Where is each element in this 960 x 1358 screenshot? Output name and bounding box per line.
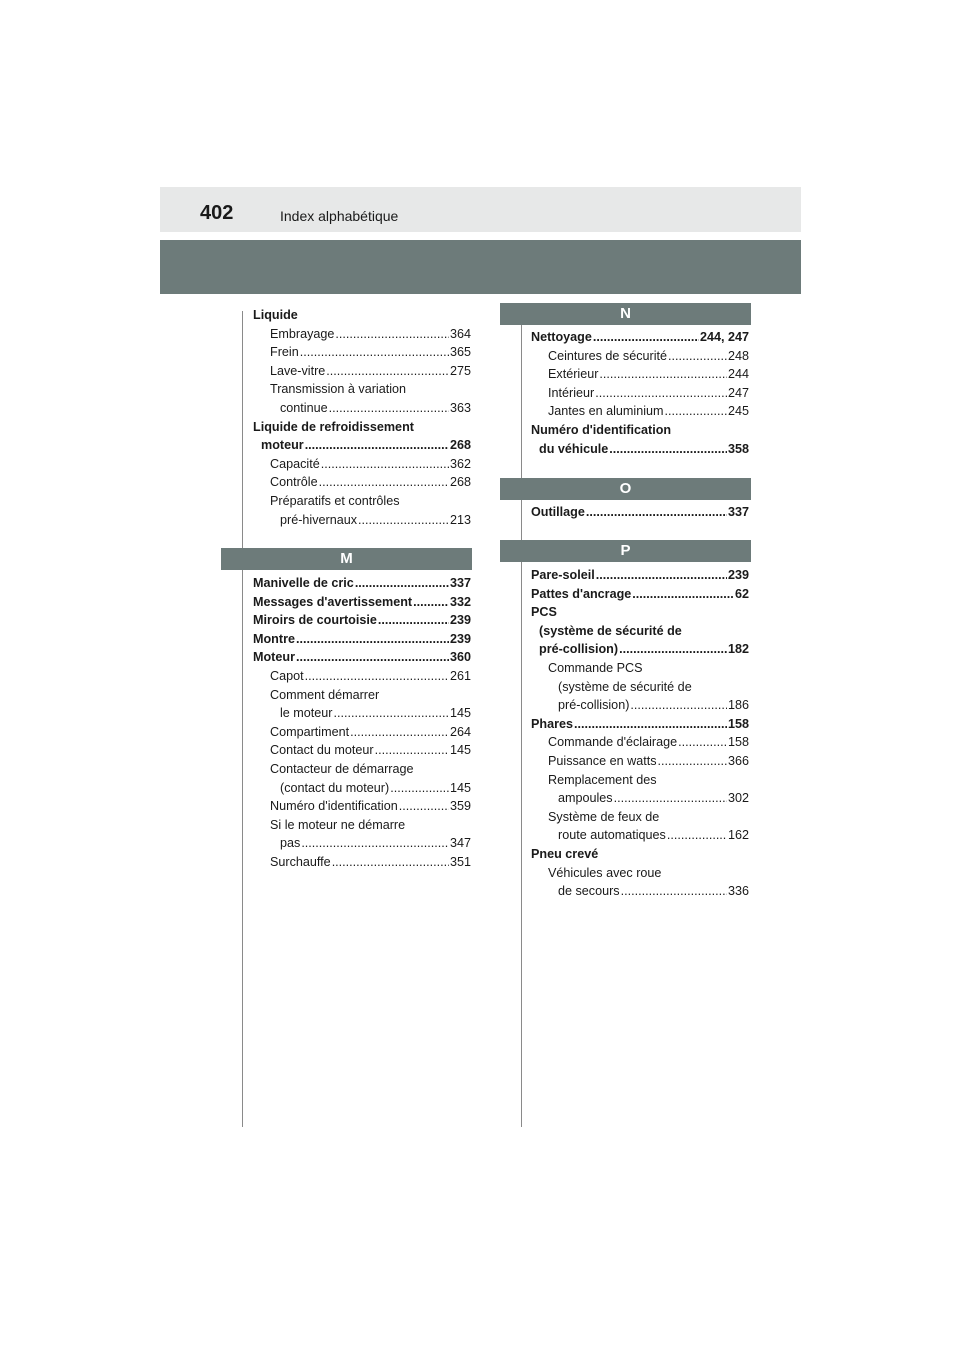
index-entry: Capot ..... 261 <box>253 667 471 686</box>
index-entry: Nettoyage ..... 244, 247 <box>531 328 749 347</box>
index-entry: Ceintures de sécurité ..... 248 <box>531 347 749 366</box>
index-entry: Système de feux de <box>548 809 660 824</box>
index-entry: continue ..... 363 <box>253 399 471 418</box>
right-column-o <box>531 503 749 522</box>
index-entry: Pattes d'ancrage ..... 62 <box>531 585 749 604</box>
left-column-m <box>253 574 471 872</box>
index-entry: du véhicule ..... 358 <box>531 440 749 459</box>
index-entry: Outillage ..... 337 <box>531 503 749 522</box>
left-column-rule <box>242 311 243 1127</box>
index-entry: (système de sécurité de <box>558 679 692 694</box>
section-header-n: N <box>500 303 751 325</box>
index-entry: Miroirs de courtoisie ..... 239 <box>253 611 471 630</box>
index-entry: Intérieur ..... 247 <box>531 384 749 403</box>
index-entry: pré-collision) ..... 186 <box>531 696 749 715</box>
section-header-o: O <box>500 478 751 500</box>
index-entry: Contact du moteur ..... 145 <box>253 741 471 760</box>
index-entry: Liquide <box>253 308 298 322</box>
index-entry: Capacité ..... 362 <box>253 455 471 474</box>
index-entry: Contrôle ..... 268 <box>253 473 471 492</box>
index-entry: Commande PCS <box>548 660 643 675</box>
index-entry: Liquide de refroidissement <box>253 419 414 434</box>
index-entry: Pare-soleil ..... 239 <box>531 566 749 585</box>
index-entry: Commande d'éclairage ..... 158 <box>531 733 749 752</box>
index-entry: Lave-vitre ..... 275 <box>253 362 471 381</box>
index-entry: Montre ..... 239 <box>253 630 471 649</box>
header-band <box>160 240 801 294</box>
index-entry: route automatiques ..... 162 <box>531 826 749 845</box>
index-entry: Frein ..... 365 <box>253 343 471 362</box>
index-entry: de secours ..... 336 <box>531 882 749 901</box>
index-entry: Contacteur de démarrage <box>270 761 414 776</box>
left-column <box>253 306 471 529</box>
page-title: Index alphabétique <box>280 208 399 224</box>
right-column-rule <box>521 311 522 1127</box>
index-entry: Véhicules avec roue <box>548 865 662 880</box>
index-entry: Comment démarrer <box>270 687 380 702</box>
index-entry: Surchauffe ..... 351 <box>253 853 471 872</box>
index-entry: Compartiment ..... 264 <box>253 723 471 742</box>
index-entry: Préparatifs et contrôles <box>270 493 400 508</box>
index-entry: ampoules ..... 302 <box>531 789 749 808</box>
index-entry: pré-collision) ..... 182 <box>531 640 749 659</box>
index-entry: Embrayage ..... 364 <box>253 325 471 344</box>
index-entry: pas ..... 347 <box>253 834 471 853</box>
index-entry: Puissance en watts ..... 366 <box>531 752 749 771</box>
page-number: 402 <box>200 202 234 224</box>
section-header-m: M <box>221 548 472 570</box>
right-column-n <box>531 328 749 458</box>
index-entry: PCS <box>531 605 557 620</box>
index-entry: le moteur ..... 145 <box>253 704 471 723</box>
section-header-p: P <box>500 540 751 562</box>
index-entry: pré-hivernaux ..... 213 <box>253 511 471 530</box>
index-entry: Extérieur ..... 244 <box>531 365 749 384</box>
index-entry: Numéro d'identification <box>531 422 672 437</box>
index-entry: Transmission à variation <box>270 382 407 397</box>
index-entry: (contact du moteur) ..... 145 <box>253 779 471 798</box>
right-column-p <box>531 566 749 901</box>
index-entry: Pneu crevé <box>531 846 599 861</box>
index-entry: moteur ..... 268 <box>253 436 471 455</box>
index-entry: Jantes en aluminium ..... 245 <box>531 402 749 421</box>
index-entry: Si le moteur ne démarre <box>270 817 406 832</box>
index-entry: Phares ..... 158 <box>531 715 749 734</box>
index-entry: (système de sécurité de <box>539 623 682 638</box>
header-bar <box>160 187 801 232</box>
index-entry: Remplacement des <box>548 772 657 787</box>
index-entry: Manivelle de cric ..... 337 <box>253 574 471 593</box>
index-entry: Numéro d'identification ..... 359 <box>253 797 471 816</box>
index-entry: Messages d'avertissement ..... 332 <box>253 593 471 612</box>
index-entry: Moteur ..... 360 <box>253 648 471 667</box>
